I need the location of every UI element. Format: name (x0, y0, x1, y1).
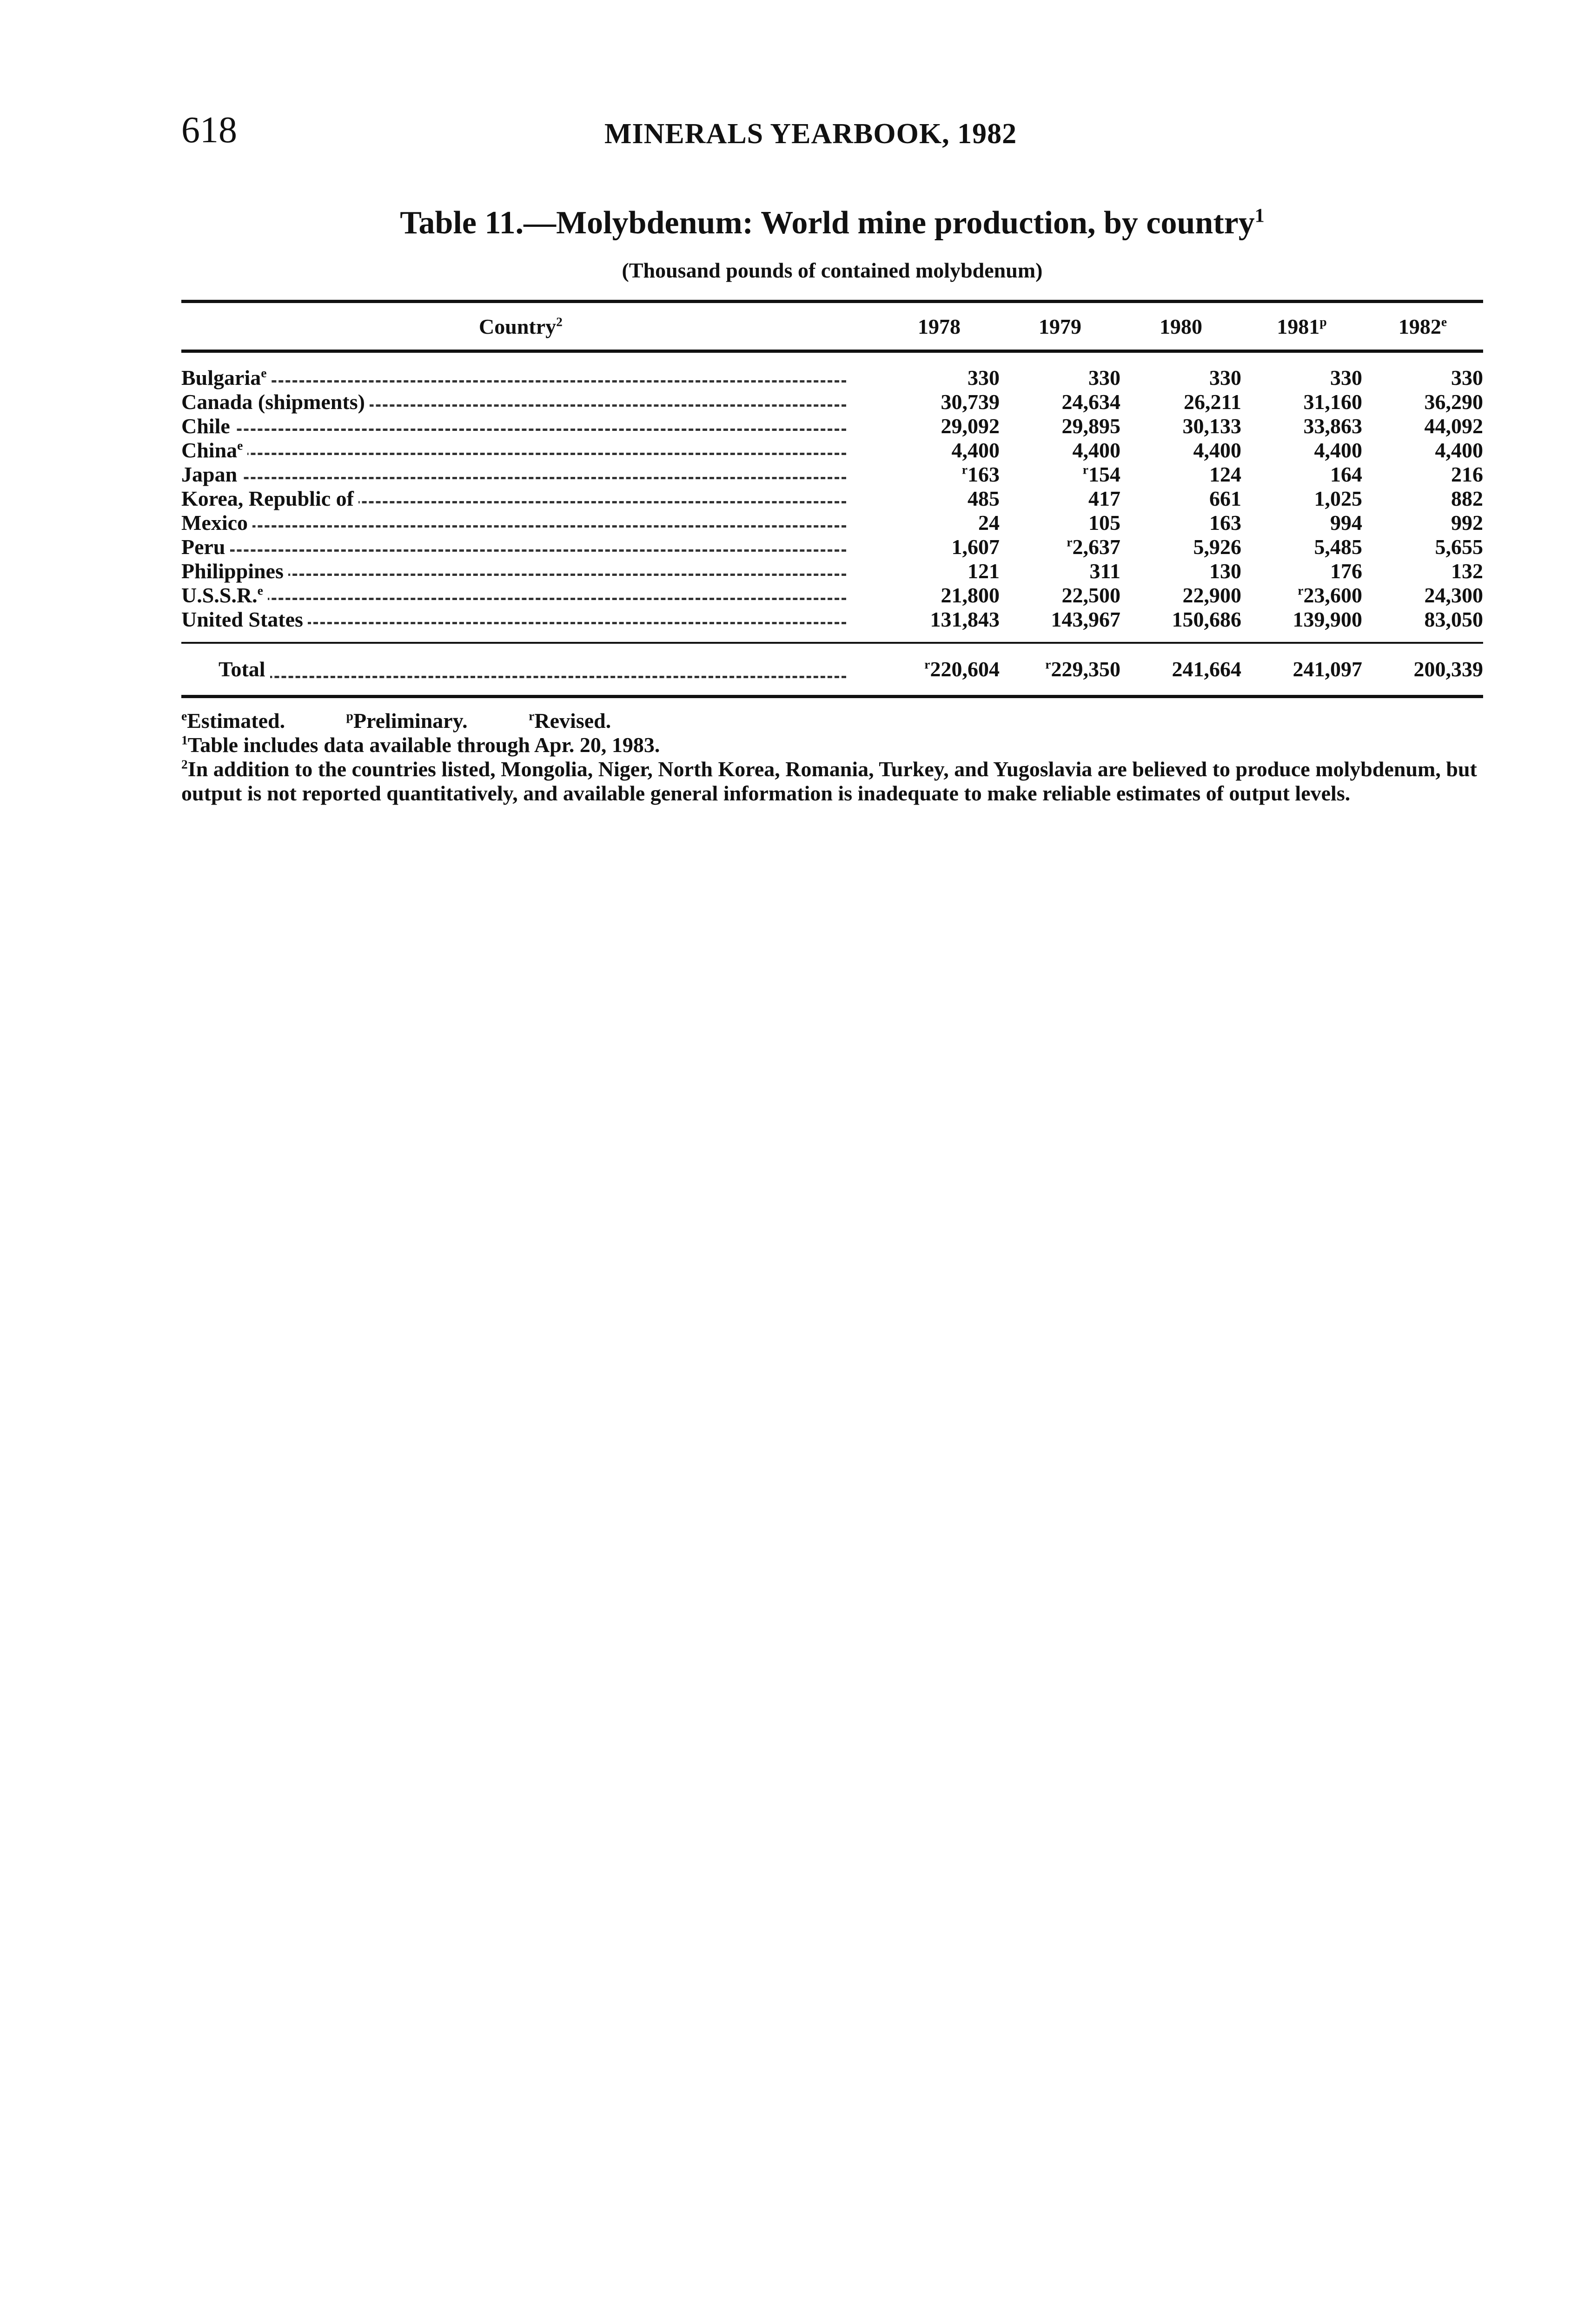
column-header-1981: 1981$^p$ (1277, 314, 1327, 338)
value-cell: 311 (1089, 559, 1120, 583)
value-cell: $^r$23,600 (1298, 583, 1362, 607)
header-row (181, 302, 1483, 351)
table-row (181, 535, 1483, 559)
country-cell: China$^e$ (181, 438, 879, 462)
value-cell: 882 (1451, 487, 1483, 510)
value-cell: 105 (1088, 511, 1120, 535)
table-subtitle: (Thousand pounds of contained molybdenum) (622, 258, 1043, 282)
column-header-country: Country$^2$ (479, 314, 563, 338)
value-cell: 124 (1209, 462, 1241, 486)
country-cell: Korea, Republic of (181, 487, 879, 511)
column-header-1978: 1978 (918, 314, 961, 338)
value-cell: 30,133 (1182, 414, 1241, 438)
value-cell: 216 (1451, 462, 1483, 486)
value-cell: $^r$2,637 (1067, 535, 1120, 559)
value-cell: 139,900 (1292, 607, 1362, 631)
footnote-2: $^2$In addition to the countries listed, Mongolia, Niger, North Korea, Romania, Turkey, and Yugoslavia are believed to produce molybdenum, but output is not reported quantitatively, and available general information is inadequate to make reliable estimates of output levels. (181, 757, 1477, 805)
value-cell: 22,900 (1182, 583, 1241, 607)
table-row (181, 607, 1483, 632)
total-value-cell: $^r$220,604 (924, 657, 1000, 681)
table-title-footnote-mark: 1 (1254, 205, 1265, 227)
value-cell: 4,400 (1435, 438, 1483, 462)
value-cell: 994 (1330, 511, 1362, 535)
value-cell: 143,967 (1051, 607, 1120, 631)
country-cell: Mexico (181, 511, 879, 535)
value-cell: 130 (1209, 559, 1241, 583)
footnote-estimated: $^e$Estimated. (181, 708, 285, 733)
value-cell: 24,634 (1061, 390, 1120, 414)
footnote-symbols (181, 709, 1483, 733)
value-cell: 24 (978, 511, 1000, 535)
value-cell: 330 (1209, 366, 1241, 390)
column-header-1980: 1980 (1160, 314, 1202, 338)
value-cell: 150,686 (1172, 607, 1241, 631)
table-row (181, 390, 1483, 414)
value-cell: 44,092 (1424, 414, 1483, 438)
table-footnotes (181, 709, 1483, 805)
value-cell: 5,655 (1435, 535, 1483, 559)
page-number: 618 (181, 110, 237, 151)
value-cell: 5,485 (1314, 535, 1362, 559)
table-row (181, 583, 1483, 607)
running-head: MINERALS YEARBOOK, 1982 (604, 118, 1017, 150)
total-row (181, 643, 1483, 697)
footnote-revised: $^r$Revised. (529, 708, 611, 733)
footnote-1: $^1$Table includes data available through Apr. 20, 1983. (181, 733, 660, 757)
value-cell: $^r$154 (1082, 462, 1120, 486)
value-cell: 330 (968, 366, 1000, 390)
value-cell: 4,400 (1193, 438, 1241, 462)
total-value-cell: $^r$229,350 (1045, 657, 1120, 681)
production-table-container (181, 300, 1483, 698)
value-cell: 4,400 (1072, 438, 1120, 462)
country-cell: Bulgaria$^e$ (181, 351, 879, 390)
production-table (181, 300, 1483, 698)
value-cell: 36,290 (1424, 390, 1483, 414)
value-cell: 4,400 (951, 438, 1000, 462)
table-row (181, 462, 1483, 487)
country-cell: Japan (181, 462, 879, 487)
value-cell: 83,050 (1424, 607, 1483, 631)
total-value-cell: 200,339 (1413, 657, 1483, 681)
table-row (181, 351, 1483, 390)
column-header-1979: 1979 (1039, 314, 1081, 338)
value-cell: 164 (1330, 462, 1362, 486)
footnote-preliminary: $^p$Preliminary. (346, 708, 468, 733)
country-cell: Canada (shipments) (181, 390, 879, 414)
value-cell: 121 (968, 559, 1000, 583)
value-cell: 992 (1451, 511, 1483, 535)
value-cell: 417 (1088, 487, 1120, 510)
table-row (181, 511, 1483, 535)
value-cell: 22,500 (1061, 583, 1120, 607)
value-cell: 330 (1088, 366, 1120, 390)
table-header (181, 302, 1483, 351)
value-cell: 485 (968, 487, 1000, 510)
value-cell: 31,160 (1303, 390, 1362, 414)
table-row (181, 438, 1483, 462)
value-cell: 1,607 (951, 535, 1000, 559)
table-row (181, 559, 1483, 583)
value-cell: 132 (1451, 559, 1483, 583)
page-header (181, 109, 1483, 160)
country-cell: Peru (181, 535, 879, 559)
table-title-text: Table 11.—Molybdenum: World mine production, by country (400, 205, 1255, 241)
country-cell: Philippines (181, 559, 879, 583)
country-cell: U.S.S.R.$^e$ (181, 583, 879, 607)
country-cell: Chile (181, 414, 879, 438)
value-cell: 5,926 (1193, 535, 1241, 559)
table-title (181, 205, 1483, 242)
column-header-1982: 1982e (1398, 314, 1447, 338)
value-cell: $^r$163 (961, 462, 1000, 486)
value-cell: 30,739 (941, 390, 1000, 414)
value-cell: 29,092 (941, 414, 1000, 438)
country-cell: United States (181, 607, 879, 632)
value-cell: 330 (1330, 366, 1362, 390)
value-cell: 33,863 (1303, 414, 1362, 438)
value-cell: 21,800 (941, 583, 1000, 607)
value-cell: 1,025 (1314, 487, 1362, 510)
value-cell: 24,300 (1424, 583, 1483, 607)
total-value-cell: 241,097 (1292, 657, 1362, 681)
table-body (181, 351, 1483, 697)
value-cell: 661 (1209, 487, 1241, 510)
value-cell: 29,895 (1061, 414, 1120, 438)
table-row (181, 487, 1483, 511)
total-label-cell: Total (181, 643, 879, 697)
value-cell: 163 (1209, 511, 1241, 535)
value-cell: 131,843 (930, 607, 1000, 631)
value-cell: 330 (1451, 366, 1483, 390)
value-cell: 176 (1330, 559, 1362, 583)
value-cell: 26,211 (1184, 390, 1241, 414)
table-row (181, 414, 1483, 438)
total-value-cell: 241,664 (1172, 657, 1241, 681)
table-spacer-row (181, 632, 1483, 643)
value-cell: 4,400 (1314, 438, 1362, 462)
